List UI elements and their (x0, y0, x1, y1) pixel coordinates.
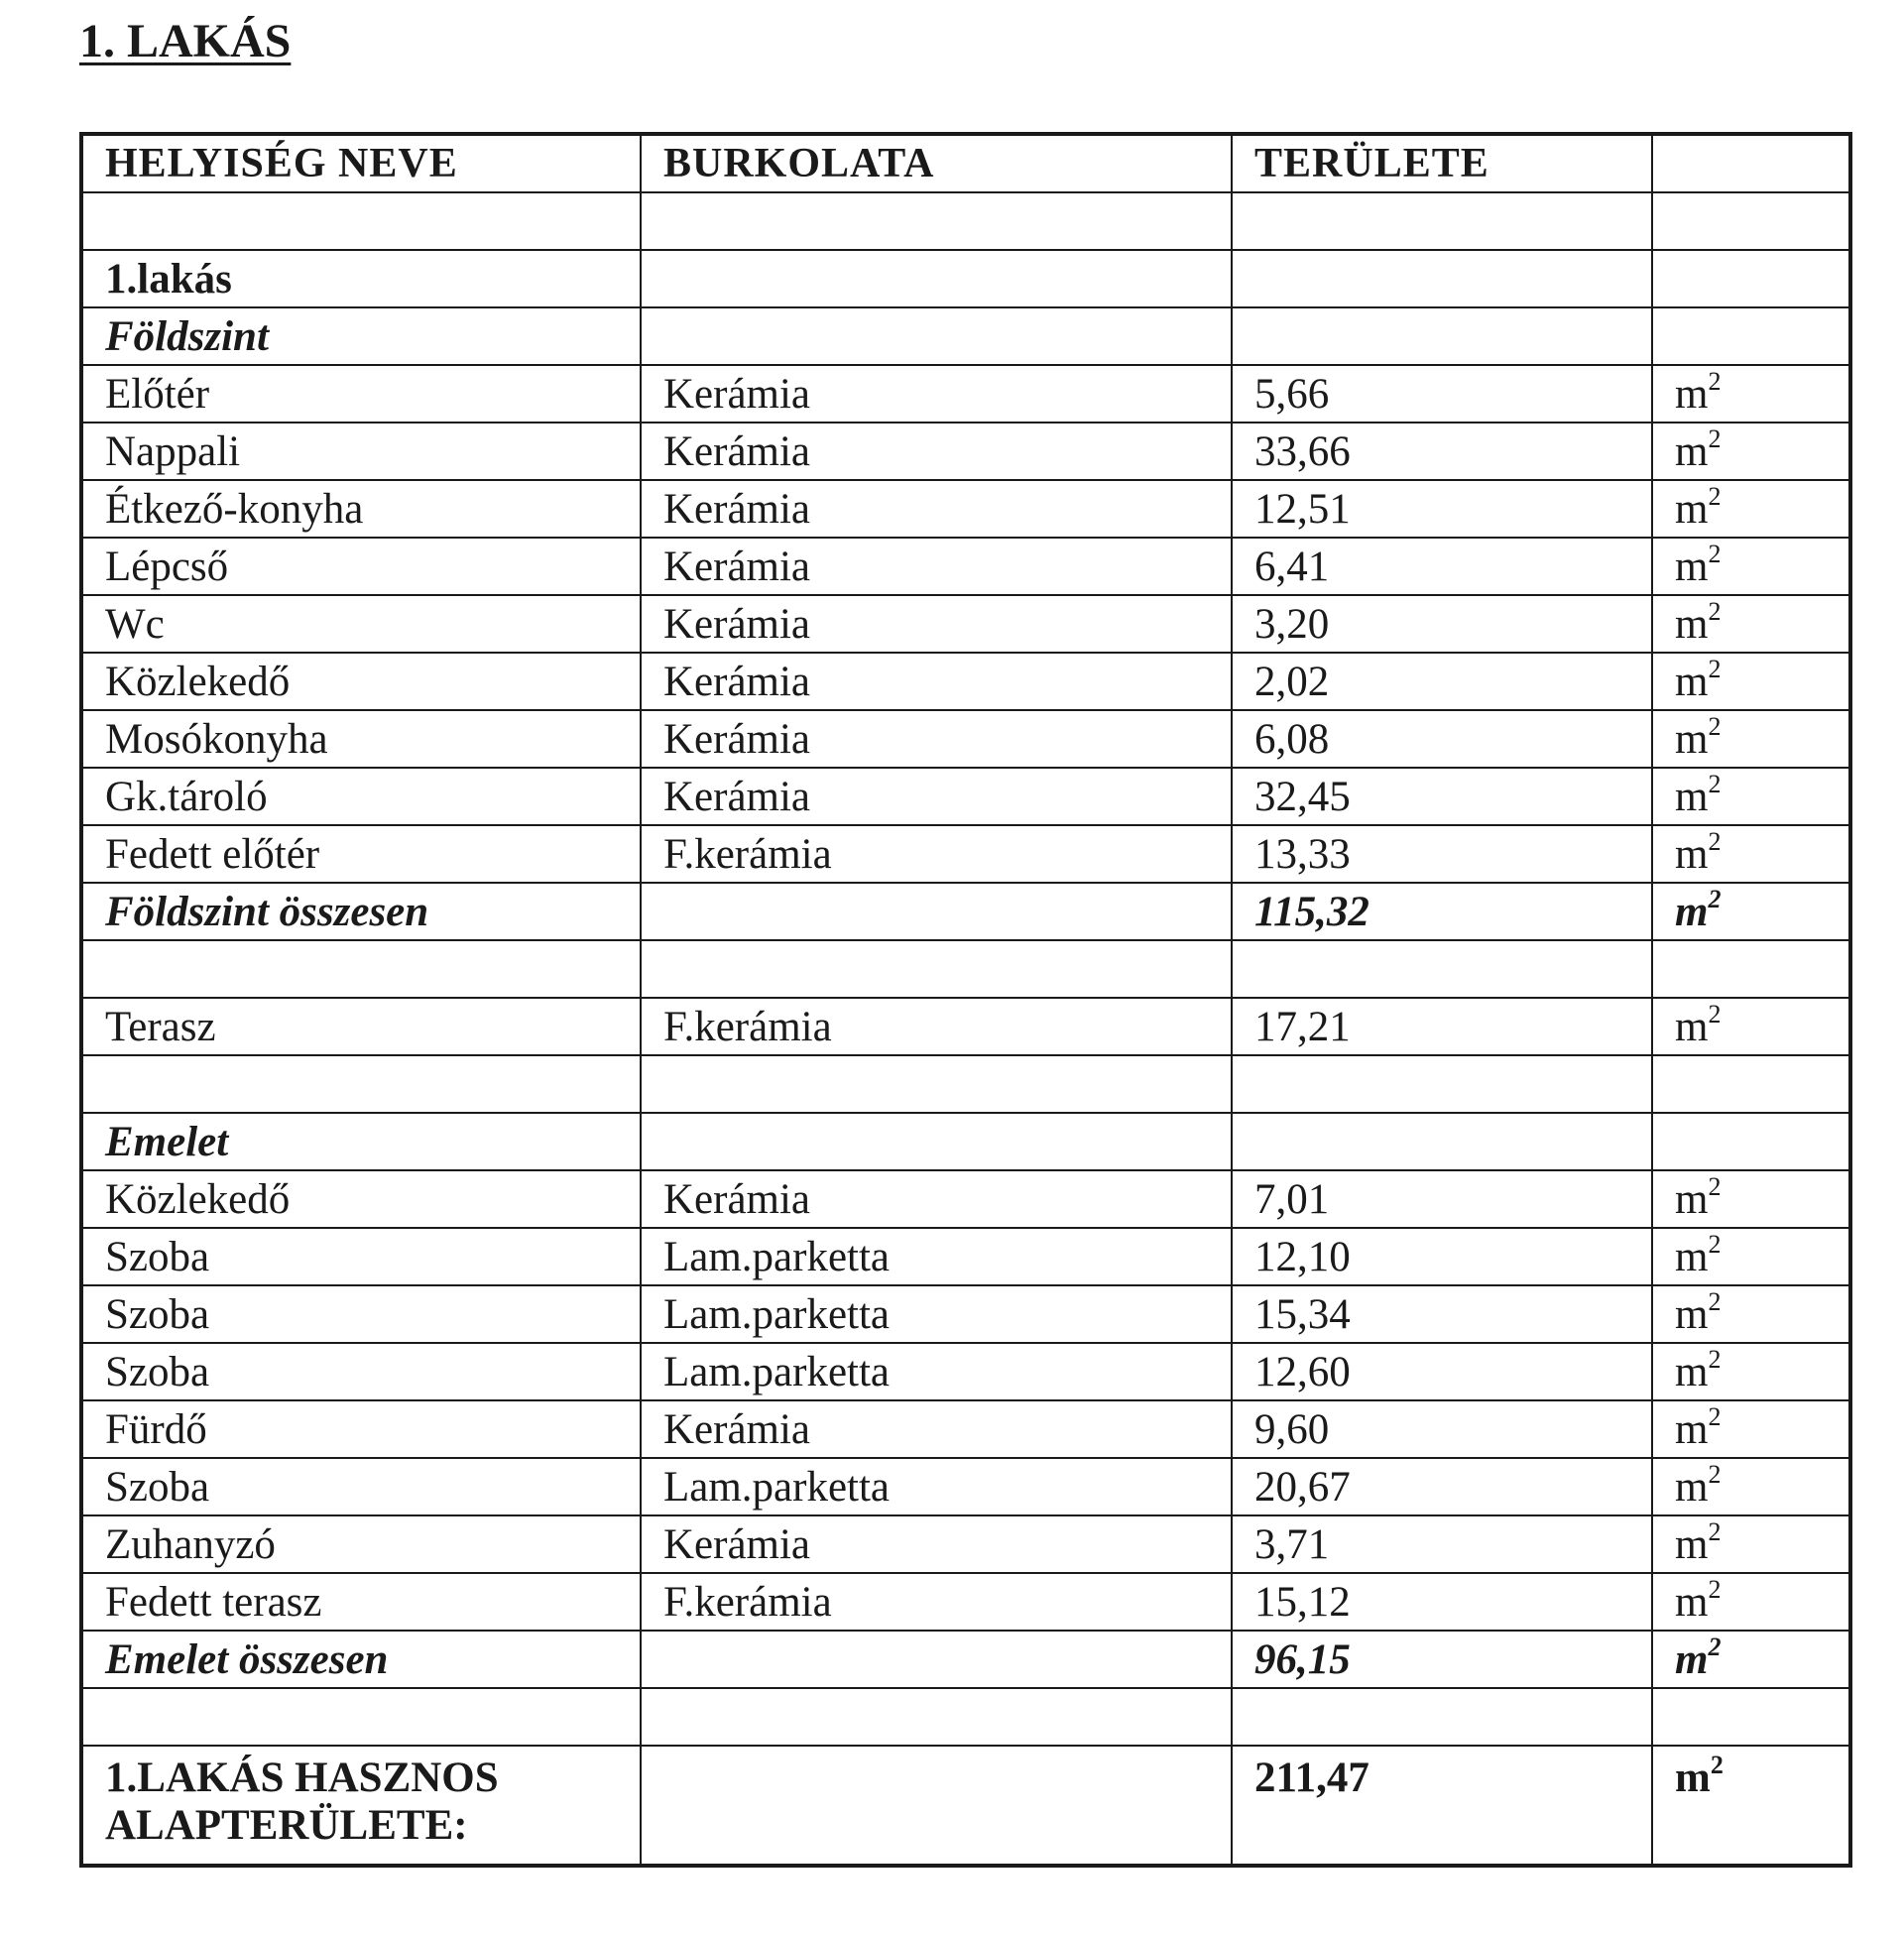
table-row (81, 1400, 1850, 1458)
room-area-unit (1652, 710, 1850, 768)
empty-row (81, 1055, 1850, 1113)
room-area: 3,71 (1232, 1515, 1652, 1573)
unit-base: m (1675, 1635, 1709, 1683)
room-area: 2,02 (1232, 653, 1652, 710)
empty-cell (1232, 1688, 1652, 1746)
total-label: Emelet összesen (81, 1631, 641, 1688)
room-area: 15,12 (1232, 1573, 1652, 1631)
unit-base: m (1675, 370, 1709, 418)
room-area-table (79, 132, 1852, 1868)
table-row (81, 768, 1850, 825)
empty-row (81, 192, 1850, 250)
header-unit (1652, 134, 1850, 192)
room-floor-covering: F.kerámia (641, 998, 1232, 1055)
header-area: TERÜLETE (1232, 134, 1652, 192)
table-row (81, 1573, 1850, 1631)
empty-cell (641, 940, 1232, 998)
unit-base: m (1675, 1755, 1711, 1801)
empty-cell (81, 192, 641, 250)
empty-cell (1232, 192, 1652, 250)
unit-base: m (1675, 1003, 1709, 1050)
unit-base: m (1675, 830, 1709, 878)
room-area: 5,66 (1232, 365, 1652, 423)
room-name: Fedett terasz (81, 1573, 641, 1631)
section-label: Emelet (81, 1113, 641, 1170)
room-name: Fedett előtér (81, 825, 641, 883)
unit-base: m (1675, 427, 1709, 475)
room-area: 9,60 (1232, 1400, 1652, 1458)
room-area: 7,01 (1232, 1170, 1652, 1228)
room-floor-covering: Lam.parketta (641, 1285, 1232, 1343)
unit-exponent: 2 (1708, 1574, 1722, 1604)
empty-cell (1652, 940, 1850, 998)
unit-exponent: 2 (1708, 1632, 1722, 1661)
total-area-unit (1652, 1746, 1850, 1866)
empty-cell (641, 1055, 1232, 1113)
section-label: Földszint (81, 307, 641, 365)
room-area: 3,20 (1232, 595, 1652, 653)
unit-exponent: 2 (1708, 999, 1722, 1029)
upper-floor-label-row (81, 1113, 1850, 1170)
room-area-unit (1652, 1400, 1850, 1458)
unit-base: m (1675, 600, 1709, 648)
unit-base: m (1675, 888, 1709, 935)
empty-row (81, 940, 1850, 998)
unit-exponent: 2 (1708, 1401, 1722, 1431)
empty-cell (81, 1055, 641, 1113)
room-name: Mosókonyha (81, 710, 641, 768)
empty-cell (1652, 1688, 1850, 1746)
empty-cell (1652, 250, 1850, 307)
unit-exponent: 2 (1708, 826, 1722, 856)
empty-cell (1232, 1055, 1652, 1113)
empty-cell (1232, 1113, 1652, 1170)
room-area-unit (1652, 1285, 1850, 1343)
section-label: 1.lakás (81, 250, 641, 307)
room-area: 12,51 (1232, 480, 1652, 538)
room-floor-covering: Kerámia (641, 1170, 1232, 1228)
room-name: Fürdő (81, 1400, 641, 1458)
room-floor-covering: Kerámia (641, 768, 1232, 825)
room-floor-covering: Kerámia (641, 365, 1232, 423)
empty-row (81, 1688, 1850, 1746)
unit-exponent: 2 (1708, 1459, 1722, 1489)
table-row (81, 825, 1850, 883)
room-area-unit (1652, 365, 1850, 423)
room-area-unit (1652, 480, 1850, 538)
room-area-unit (1652, 1515, 1850, 1573)
empty-cell (1232, 940, 1652, 998)
room-area: 6,41 (1232, 538, 1652, 595)
grand-total-row (81, 1746, 1850, 1866)
room-area: 12,60 (1232, 1343, 1652, 1400)
empty-cell (1652, 307, 1850, 365)
room-area: 15,34 (1232, 1285, 1652, 1343)
unit-exponent: 2 (1708, 366, 1722, 396)
unit-base: m (1675, 1233, 1709, 1280)
room-name: Előtér (81, 365, 641, 423)
room-name: Szoba (81, 1228, 641, 1285)
unit-base: m (1675, 1520, 1709, 1568)
total-area: 115,32 (1232, 883, 1652, 940)
table-row (81, 1343, 1850, 1400)
upper-floor-total-row (81, 1631, 1850, 1688)
empty-cell (1232, 307, 1652, 365)
room-name: Lépcső (81, 538, 641, 595)
unit-exponent: 2 (1708, 481, 1722, 511)
room-area-unit (1652, 1573, 1850, 1631)
table-row (81, 595, 1850, 653)
room-floor-covering: Kerámia (641, 1515, 1232, 1573)
room-floor-covering: F.kerámia (641, 825, 1232, 883)
total-area-unit (1652, 1631, 1850, 1688)
room-area: 12,10 (1232, 1228, 1652, 1285)
room-name: Étkező-konyha (81, 480, 641, 538)
table-row (81, 1170, 1850, 1228)
unit-exponent: 2 (1708, 1286, 1722, 1316)
total-label: Földszint összesen (81, 883, 641, 940)
unit-base: m (1675, 1348, 1709, 1395)
empty-cell (641, 1113, 1232, 1170)
room-floor-covering: Kerámia (641, 1400, 1232, 1458)
empty-cell (1652, 1055, 1850, 1113)
room-area: 20,67 (1232, 1458, 1652, 1515)
unit-base: m (1675, 543, 1709, 590)
total-area: 211,47 (1232, 1746, 1652, 1866)
table-row (81, 480, 1850, 538)
unit-base: m (1675, 658, 1709, 705)
table-row (81, 365, 1850, 423)
room-name: Wc (81, 595, 641, 653)
empty-cell (641, 1631, 1232, 1688)
room-area-unit (1652, 1170, 1850, 1228)
room-area-unit (1652, 998, 1850, 1055)
room-name: Szoba (81, 1343, 641, 1400)
empty-cell (641, 192, 1232, 250)
room-area: 17,21 (1232, 998, 1652, 1055)
room-floor-covering: Kerámia (641, 595, 1232, 653)
empty-cell (81, 1688, 641, 1746)
apartment-label-row (81, 250, 1850, 307)
unit-exponent: 2 (1708, 884, 1722, 913)
table-row (81, 998, 1850, 1055)
empty-cell (641, 883, 1232, 940)
table-row (81, 653, 1850, 710)
room-area: 6,08 (1232, 710, 1652, 768)
room-name: Terasz (81, 998, 641, 1055)
unit-base: m (1675, 773, 1709, 820)
room-floor-covering: Lam.parketta (641, 1228, 1232, 1285)
table-row (81, 1458, 1850, 1515)
room-area-unit (1652, 768, 1850, 825)
header-floor-covering: BURKOLATA (641, 134, 1232, 192)
unit-exponent: 2 (1708, 769, 1722, 798)
unit-exponent: 2 (1708, 539, 1722, 568)
unit-exponent: 2 (1708, 596, 1722, 626)
empty-cell (1232, 250, 1652, 307)
unit-base: m (1675, 1578, 1709, 1626)
room-floor-covering: Kerámia (641, 480, 1232, 538)
empty-cell (641, 250, 1232, 307)
room-name: Gk.tároló (81, 768, 641, 825)
room-floor-covering: Kerámia (641, 538, 1232, 595)
header-room-name: HELYISÉG NEVE (81, 134, 641, 192)
unit-base: m (1675, 1463, 1709, 1511)
empty-cell (81, 940, 641, 998)
room-area-unit (1652, 595, 1850, 653)
room-area: 32,45 (1232, 768, 1652, 825)
room-name: Szoba (81, 1285, 641, 1343)
unit-exponent: 2 (1708, 654, 1722, 683)
room-floor-covering: Kerámia (641, 653, 1232, 710)
ground-floor-total-row (81, 883, 1850, 940)
empty-cell (1652, 1113, 1850, 1170)
table-row (81, 710, 1850, 768)
ground-floor-label-row (81, 307, 1850, 365)
room-area-unit (1652, 1343, 1850, 1400)
page-title: 1. LAKÁS (79, 15, 292, 67)
table-row (81, 538, 1850, 595)
unit-exponent: 2 (1708, 424, 1722, 453)
room-area-unit (1652, 1458, 1850, 1515)
room-name: Közlekedő (81, 1170, 641, 1228)
unit-base: m (1675, 715, 1709, 763)
unit-base: m (1675, 1175, 1709, 1223)
room-floor-covering: Lam.parketta (641, 1458, 1232, 1515)
room-floor-covering: Kerámia (641, 710, 1232, 768)
unit-exponent: 2 (1708, 711, 1722, 741)
empty-cell (1652, 192, 1850, 250)
empty-cell (641, 1688, 1232, 1746)
unit-exponent: 2 (1710, 1751, 1724, 1779)
total-area: 96,15 (1232, 1631, 1652, 1688)
unit-base: m (1675, 1405, 1709, 1453)
room-name: Közlekedő (81, 653, 641, 710)
room-area-unit (1652, 1228, 1850, 1285)
table-row (81, 1228, 1850, 1285)
room-area: 13,33 (1232, 825, 1652, 883)
room-area-unit (1652, 825, 1850, 883)
room-name: Nappali (81, 423, 641, 480)
table-row (81, 1285, 1850, 1343)
room-area-unit (1652, 538, 1850, 595)
unit-exponent: 2 (1708, 1344, 1722, 1374)
total-label: 1.LAKÁS HASZNOS ALAPTERÜLETE: (81, 1746, 641, 1866)
unit-exponent: 2 (1708, 1171, 1722, 1201)
unit-base: m (1675, 1290, 1709, 1338)
empty-cell (641, 1746, 1232, 1866)
table-row (81, 423, 1850, 480)
room-floor-covering: Kerámia (641, 423, 1232, 480)
table-header-row (81, 134, 1850, 192)
room-name: Szoba (81, 1458, 641, 1515)
total-area-unit (1652, 883, 1850, 940)
room-name: Zuhanyzó (81, 1515, 641, 1573)
table-row (81, 1515, 1850, 1573)
unit-base: m (1675, 485, 1709, 533)
room-floor-covering: F.kerámia (641, 1573, 1232, 1631)
unit-exponent: 2 (1708, 1516, 1722, 1546)
empty-cell (641, 307, 1232, 365)
room-area-unit (1652, 423, 1850, 480)
room-floor-covering: Lam.parketta (641, 1343, 1232, 1400)
room-area-unit (1652, 653, 1850, 710)
room-area: 33,66 (1232, 423, 1652, 480)
unit-exponent: 2 (1708, 1229, 1722, 1259)
